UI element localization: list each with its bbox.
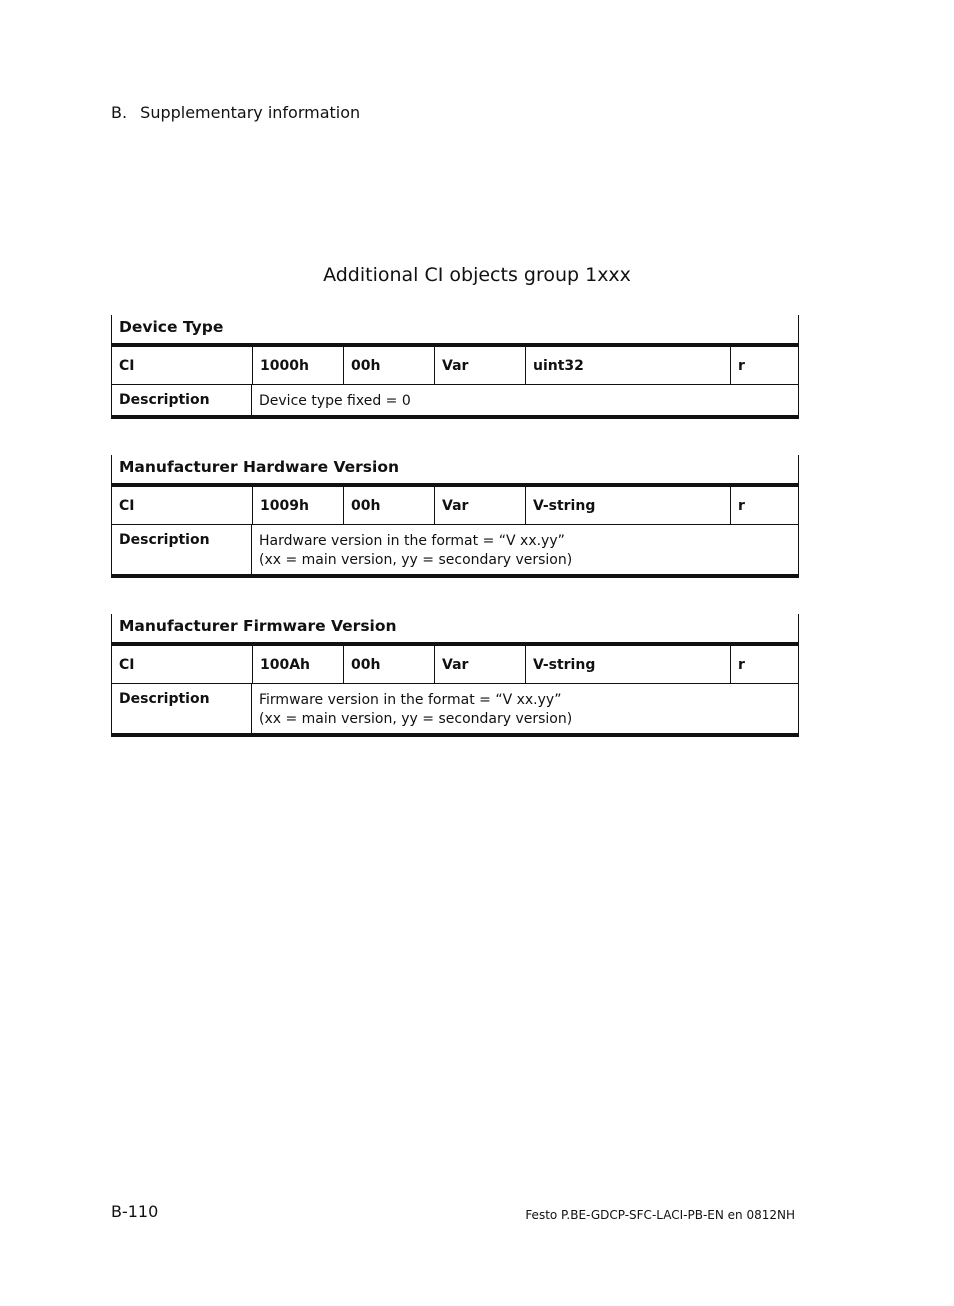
description-label: Description [111,684,252,733]
description-line: Hardware version in the format = “V xx.yy” [259,533,565,549]
ci-row [111,646,799,684]
subindex-cell: 00h [343,347,434,384]
description-line: Firmware version in the format = “V xx.yy” [259,692,562,708]
object-title: Manufacturer Hardware Version [111,455,799,487]
description-row [111,525,799,578]
object-type-cell: Var [434,487,525,524]
description-value [252,385,799,415]
ci-label: CI [111,487,252,524]
data-type-cell: V-string [525,646,730,683]
description-value [252,525,799,574]
object-title: Device Type [111,315,799,347]
description-value [252,684,799,733]
page-title: Additional CI objects group 1xxx [323,264,631,286]
description-line: (xx = main version, yy = secondary version) [259,552,573,568]
ci-row [111,487,799,525]
subindex-cell: 00h [343,646,434,683]
access-cell: r [730,347,799,384]
running-header [111,103,360,122]
description-line: (xx = main version, yy = secondary version) [259,711,573,727]
access-cell: r [730,646,799,683]
description-row [111,385,799,419]
object-table-firmware-version [111,614,799,737]
document-reference: Festo P.BE-GDCP-SFC-LACI-PB-EN en 0812NH [525,1208,795,1222]
description-label: Description [111,525,252,574]
ci-row [111,347,799,385]
index-cell: 1000h [252,347,343,384]
object-type-cell: Var [434,646,525,683]
access-cell: r [730,487,799,524]
ci-label: CI [111,646,252,683]
index-cell: 100Ah [252,646,343,683]
data-type-cell: uint32 [525,347,730,384]
description-line: Device type fixed = 0 [259,393,411,409]
subindex-cell: 00h [343,487,434,524]
section-title: Supplementary information [140,103,361,122]
page-number: B-110 [111,1202,159,1221]
description-label: Description [111,385,252,415]
object-table-hardware-version [111,455,799,578]
object-table-device-type [111,315,799,419]
data-type-cell: V-string [525,487,730,524]
object-title: Manufacturer Firmware Version [111,614,799,646]
section-number: B. [111,103,128,122]
description-row [111,684,799,737]
object-type-cell: Var [434,347,525,384]
index-cell: 1009h [252,487,343,524]
ci-label: CI [111,347,252,384]
